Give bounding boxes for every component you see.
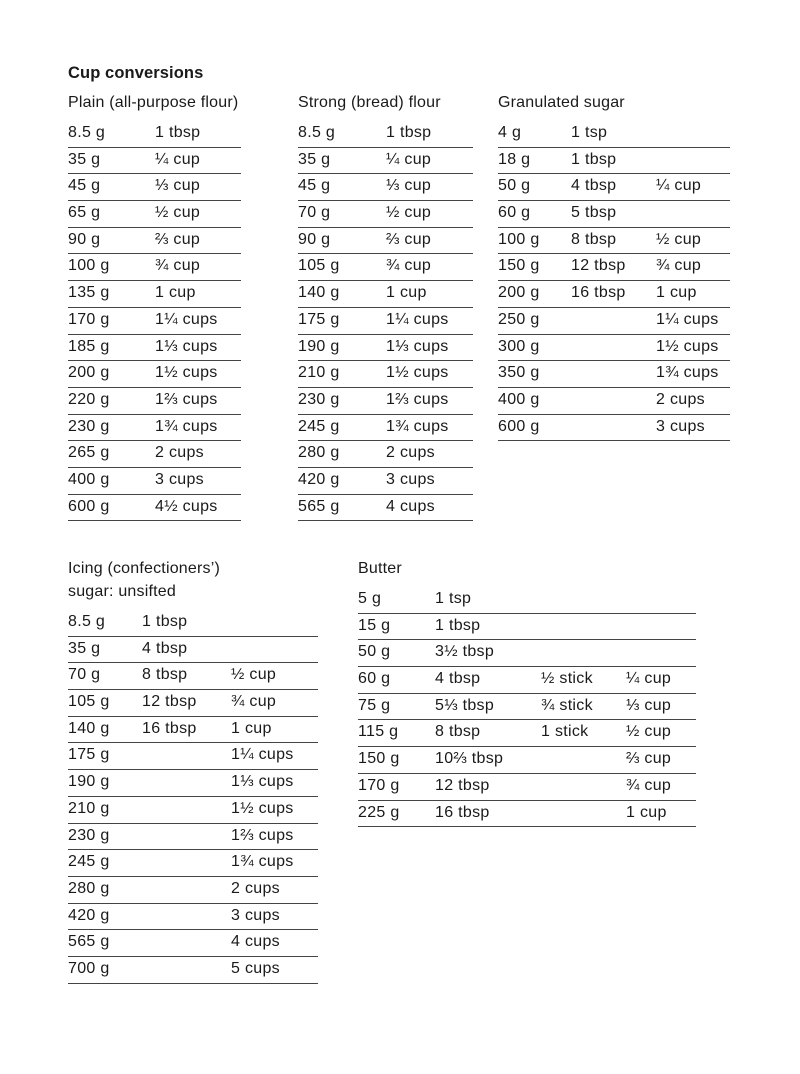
table-cell: 8.5 g bbox=[298, 124, 336, 141]
table-cell: 16 tbsp bbox=[571, 284, 626, 302]
table-row bbox=[298, 388, 473, 415]
table-row bbox=[298, 121, 473, 148]
table-cell: ½ stick bbox=[541, 670, 593, 688]
table-cell: ⅔ cup bbox=[155, 230, 201, 248]
table-cell: 1⅔ cups bbox=[155, 390, 218, 408]
table-cell: 1 tsp bbox=[571, 124, 608, 141]
table-cell: 45 g bbox=[298, 177, 331, 195]
table-cell: 12 tbsp bbox=[571, 257, 626, 275]
table-row bbox=[358, 587, 696, 614]
table-cell: ⅓ cup bbox=[386, 177, 432, 195]
table-cell: 245 g bbox=[68, 853, 110, 871]
table-cell: 8 tbsp bbox=[142, 666, 188, 684]
table-row bbox=[68, 388, 241, 415]
table-row bbox=[68, 770, 318, 797]
table-cell: 8 tbsp bbox=[571, 230, 617, 248]
section-heading: Granulated sugar bbox=[498, 94, 625, 111]
table-cell: 100 g bbox=[498, 230, 540, 248]
table-cell: 1½ cups bbox=[231, 799, 294, 817]
table-row bbox=[68, 877, 318, 904]
section-heading-line2: sugar: unsifted bbox=[68, 583, 176, 600]
table-cell: 565 g bbox=[68, 933, 110, 951]
strong-flour-section bbox=[298, 91, 473, 521]
table-cell: 185 g bbox=[68, 337, 110, 355]
table-cell: 8.5 g bbox=[68, 124, 106, 141]
table-row bbox=[68, 174, 241, 201]
table-cell: 150 g bbox=[498, 257, 540, 275]
table-cell: ¼ cup bbox=[626, 670, 672, 688]
table-cell: 400 g bbox=[498, 390, 540, 408]
table-cell: 1⅓ cups bbox=[155, 337, 218, 355]
table-row bbox=[298, 201, 473, 228]
table-cell: ⅓ cup bbox=[626, 696, 672, 714]
table-cell: 15 g bbox=[358, 616, 391, 634]
table-cell: 1¼ cups bbox=[656, 310, 719, 328]
table-cell: ⅓ cup bbox=[155, 177, 201, 195]
table-cell: 4 cups bbox=[386, 497, 435, 515]
table-cell: 115 g bbox=[358, 723, 399, 741]
section-heading: Butter bbox=[358, 560, 402, 577]
table-cell: 4 g bbox=[498, 124, 522, 141]
table-cell: 1¼ cups bbox=[231, 746, 294, 764]
table-cell: ¾ cup bbox=[231, 693, 277, 711]
table-row bbox=[68, 308, 241, 335]
table-cell: ¾ cup bbox=[386, 257, 432, 275]
table-cell: 1 tbsp bbox=[435, 616, 481, 634]
table-cell: 65 g bbox=[68, 204, 101, 222]
table-row bbox=[298, 281, 473, 308]
conversion-table bbox=[498, 121, 730, 441]
table-row bbox=[498, 121, 730, 148]
table-row bbox=[498, 281, 730, 308]
table-cell: 170 g bbox=[358, 776, 400, 794]
table-cell: 90 g bbox=[68, 230, 101, 248]
table-cell: 350 g bbox=[498, 364, 540, 382]
table-cell: 1½ cups bbox=[386, 364, 449, 382]
table-cell: 220 g bbox=[68, 390, 110, 408]
table-row bbox=[358, 774, 696, 801]
table-row bbox=[68, 850, 318, 877]
table-cell: 1⅓ cups bbox=[231, 773, 294, 791]
table-cell: 3 cups bbox=[386, 470, 435, 488]
table-cell: 400 g bbox=[68, 470, 110, 488]
table-cell: 150 g bbox=[358, 750, 400, 768]
table-cell: 600 g bbox=[498, 417, 540, 435]
table-cell: 1 stick bbox=[541, 723, 589, 741]
table-row bbox=[68, 717, 318, 744]
table-cell: ¾ cup bbox=[626, 776, 672, 794]
table-cell: ⅔ cup bbox=[626, 750, 672, 768]
section-heading-line1: Icing (confectioners’) bbox=[68, 560, 221, 577]
table-cell: 175 g bbox=[298, 310, 340, 328]
table-cell: 170 g bbox=[68, 310, 110, 328]
table-cell: 75 g bbox=[358, 696, 391, 714]
table-cell: 1 tbsp bbox=[571, 150, 617, 168]
conversion-table bbox=[298, 121, 473, 521]
table-cell: 60 g bbox=[358, 670, 391, 688]
table-row bbox=[298, 228, 473, 255]
table-cell: 1¾ cups bbox=[231, 853, 294, 871]
table-cell: 1¾ cups bbox=[656, 364, 719, 382]
conversion-table bbox=[68, 121, 241, 521]
butter-section bbox=[358, 557, 696, 827]
table-cell: 3 cups bbox=[231, 906, 280, 924]
table-cell: 1¼ cups bbox=[155, 310, 218, 328]
table-cell: ¾ stick bbox=[541, 696, 593, 714]
table-row bbox=[298, 468, 473, 495]
table-row bbox=[358, 801, 696, 828]
table-cell: 280 g bbox=[68, 879, 110, 897]
table-row bbox=[358, 667, 696, 694]
page-title: Cup conversions bbox=[68, 64, 204, 82]
table-cell: 1 cup bbox=[656, 284, 697, 302]
table-cell: 1⅔ cups bbox=[386, 390, 449, 408]
table-cell: 1⅓ cups bbox=[386, 337, 449, 355]
table-cell: 18 g bbox=[498, 150, 531, 168]
table-cell: 35 g bbox=[298, 150, 331, 168]
table-cell: ½ cup bbox=[155, 204, 201, 222]
table-cell: ½ cup bbox=[231, 666, 277, 684]
table-cell: 70 g bbox=[298, 204, 331, 222]
table-cell: 50 g bbox=[498, 177, 531, 195]
table-row bbox=[298, 335, 473, 362]
table-row bbox=[298, 308, 473, 335]
conversion-table bbox=[358, 587, 696, 827]
table-cell: 70 g bbox=[68, 666, 101, 684]
table-row bbox=[358, 747, 696, 774]
table-cell: 16 tbsp bbox=[435, 803, 490, 821]
table-cell: ½ cup bbox=[386, 204, 432, 222]
table-cell: 10⅔ tbsp bbox=[435, 750, 504, 768]
table-cell: 225 g bbox=[358, 803, 400, 821]
table-cell: 200 g bbox=[498, 284, 540, 302]
table-row bbox=[358, 720, 696, 747]
conversion-table bbox=[68, 610, 318, 984]
table-cell: 12 tbsp bbox=[142, 693, 197, 711]
table-cell: 1 tbsp bbox=[386, 124, 432, 141]
table-row bbox=[358, 614, 696, 641]
table-row bbox=[298, 148, 473, 175]
table-cell: 45 g bbox=[68, 177, 101, 195]
table-cell: 1¾ cups bbox=[155, 417, 218, 435]
table-row bbox=[498, 254, 730, 281]
table-row bbox=[68, 610, 318, 637]
table-cell: 230 g bbox=[298, 390, 340, 408]
table-row bbox=[498, 361, 730, 388]
table-cell: ⅔ cup bbox=[386, 230, 432, 248]
granulated-sugar-section bbox=[498, 91, 730, 441]
table-row bbox=[68, 930, 318, 957]
table-row bbox=[68, 743, 318, 770]
table-cell: 105 g bbox=[298, 257, 340, 275]
table-cell: 100 g bbox=[68, 257, 110, 275]
table-cell: 565 g bbox=[298, 497, 340, 515]
table-row bbox=[358, 694, 696, 721]
table-cell: 190 g bbox=[68, 773, 110, 791]
table-row bbox=[68, 690, 318, 717]
table-row bbox=[498, 174, 730, 201]
table-row bbox=[498, 148, 730, 175]
table-cell: 1½ cups bbox=[155, 364, 218, 382]
table-row bbox=[68, 495, 241, 522]
table-cell: 1½ cups bbox=[656, 337, 719, 355]
table-cell: 140 g bbox=[298, 284, 340, 302]
table-cell: 1 tbsp bbox=[142, 613, 188, 630]
table-row bbox=[68, 361, 241, 388]
table-cell: ¼ cup bbox=[386, 150, 432, 168]
table-row bbox=[498, 415, 730, 442]
table-cell: 190 g bbox=[298, 337, 340, 355]
table-cell: 230 g bbox=[68, 417, 110, 435]
table-row bbox=[68, 228, 241, 255]
table-cell: 1 tsp bbox=[435, 590, 472, 607]
table-cell: ¼ cup bbox=[656, 177, 702, 195]
section-heading: Plain (all-purpose flour) bbox=[68, 94, 239, 111]
table-cell: 245 g bbox=[298, 417, 340, 435]
table-cell: 5 tbsp bbox=[571, 204, 617, 222]
table-cell: 60 g bbox=[498, 204, 531, 222]
table-cell: 35 g bbox=[68, 639, 101, 657]
table-cell: 1 cup bbox=[155, 284, 196, 302]
table-cell: 5 g bbox=[358, 590, 382, 607]
table-cell: 4 cups bbox=[231, 933, 280, 951]
table-cell: 4½ cups bbox=[155, 497, 218, 515]
table-cell: 3 cups bbox=[155, 470, 204, 488]
table-cell: 1 cup bbox=[231, 719, 272, 737]
table-row bbox=[68, 957, 318, 984]
table-cell: 8.5 g bbox=[68, 613, 106, 630]
table-cell: 3 cups bbox=[656, 417, 705, 435]
table-cell: 4 tbsp bbox=[571, 177, 617, 195]
table-cell: 1¾ cups bbox=[386, 417, 449, 435]
table-cell: 140 g bbox=[68, 719, 110, 737]
table-row bbox=[68, 468, 241, 495]
table-cell: 250 g bbox=[498, 310, 540, 328]
table-cell: 2 cups bbox=[155, 444, 204, 462]
table-cell: 200 g bbox=[68, 364, 110, 382]
table-row bbox=[298, 254, 473, 281]
table-cell: 105 g bbox=[68, 693, 110, 711]
table-row bbox=[68, 824, 318, 851]
icing-sugar-section bbox=[68, 557, 318, 984]
table-cell: 210 g bbox=[298, 364, 340, 382]
plain-flour-section bbox=[68, 91, 241, 521]
table-row bbox=[68, 121, 241, 148]
table-row bbox=[498, 388, 730, 415]
table-row bbox=[498, 308, 730, 335]
table-row bbox=[68, 148, 241, 175]
table-cell: ¼ cup bbox=[155, 150, 201, 168]
table-cell: 265 g bbox=[68, 444, 110, 462]
table-cell: 4 tbsp bbox=[435, 670, 481, 688]
table-row bbox=[498, 201, 730, 228]
table-cell: ½ cup bbox=[656, 230, 702, 248]
table-cell: 1 tbsp bbox=[155, 124, 201, 141]
table-row bbox=[68, 281, 241, 308]
table-cell: 300 g bbox=[498, 337, 540, 355]
table-cell: 175 g bbox=[68, 746, 110, 764]
table-cell: 3½ tbsp bbox=[435, 643, 495, 661]
table-cell: ¾ cup bbox=[155, 257, 201, 275]
table-row bbox=[498, 228, 730, 255]
table-row bbox=[498, 335, 730, 362]
table-cell: 210 g bbox=[68, 799, 110, 817]
table-cell: 280 g bbox=[298, 444, 340, 462]
section-heading: Strong (bread) flour bbox=[298, 94, 441, 111]
table-row bbox=[68, 335, 241, 362]
table-cell: 420 g bbox=[298, 470, 340, 488]
table-row bbox=[298, 441, 473, 468]
table-cell: 16 tbsp bbox=[142, 719, 197, 737]
table-cell: 2 cups bbox=[386, 444, 435, 462]
table-cell: 700 g bbox=[68, 959, 110, 977]
table-cell: 12 tbsp bbox=[435, 776, 490, 794]
table-row bbox=[68, 797, 318, 824]
table-cell: 8 tbsp bbox=[435, 723, 481, 741]
table-row bbox=[68, 415, 241, 442]
table-cell: 1¼ cups bbox=[386, 310, 449, 328]
table-cell: 5⅓ tbsp bbox=[435, 696, 495, 714]
table-cell: ½ cup bbox=[626, 723, 672, 741]
table-cell: 2 cups bbox=[656, 390, 705, 408]
table-row bbox=[68, 904, 318, 931]
table-cell: 420 g bbox=[68, 906, 110, 924]
table-cell: 35 g bbox=[68, 150, 101, 168]
table-row bbox=[68, 637, 318, 664]
table-cell: 230 g bbox=[68, 826, 110, 844]
table-cell: 1⅔ cups bbox=[231, 826, 294, 844]
table-cell: 1 cup bbox=[626, 803, 667, 821]
table-cell: 1 cup bbox=[386, 284, 427, 302]
table-cell: 5 cups bbox=[231, 959, 280, 977]
table-cell: 4 tbsp bbox=[142, 639, 188, 657]
table-row bbox=[68, 201, 241, 228]
table-row bbox=[298, 415, 473, 442]
table-row bbox=[68, 254, 241, 281]
table-row bbox=[298, 361, 473, 388]
table-row bbox=[298, 495, 473, 522]
table-row bbox=[298, 174, 473, 201]
table-row bbox=[68, 663, 318, 690]
table-cell: 600 g bbox=[68, 497, 110, 515]
table-cell: 50 g bbox=[358, 643, 391, 661]
table-cell: 135 g bbox=[68, 284, 110, 302]
table-row bbox=[68, 441, 241, 468]
table-cell: 90 g bbox=[298, 230, 331, 248]
table-row bbox=[358, 640, 696, 667]
table-cell: 2 cups bbox=[231, 879, 280, 897]
table-cell: ¾ cup bbox=[656, 257, 702, 275]
